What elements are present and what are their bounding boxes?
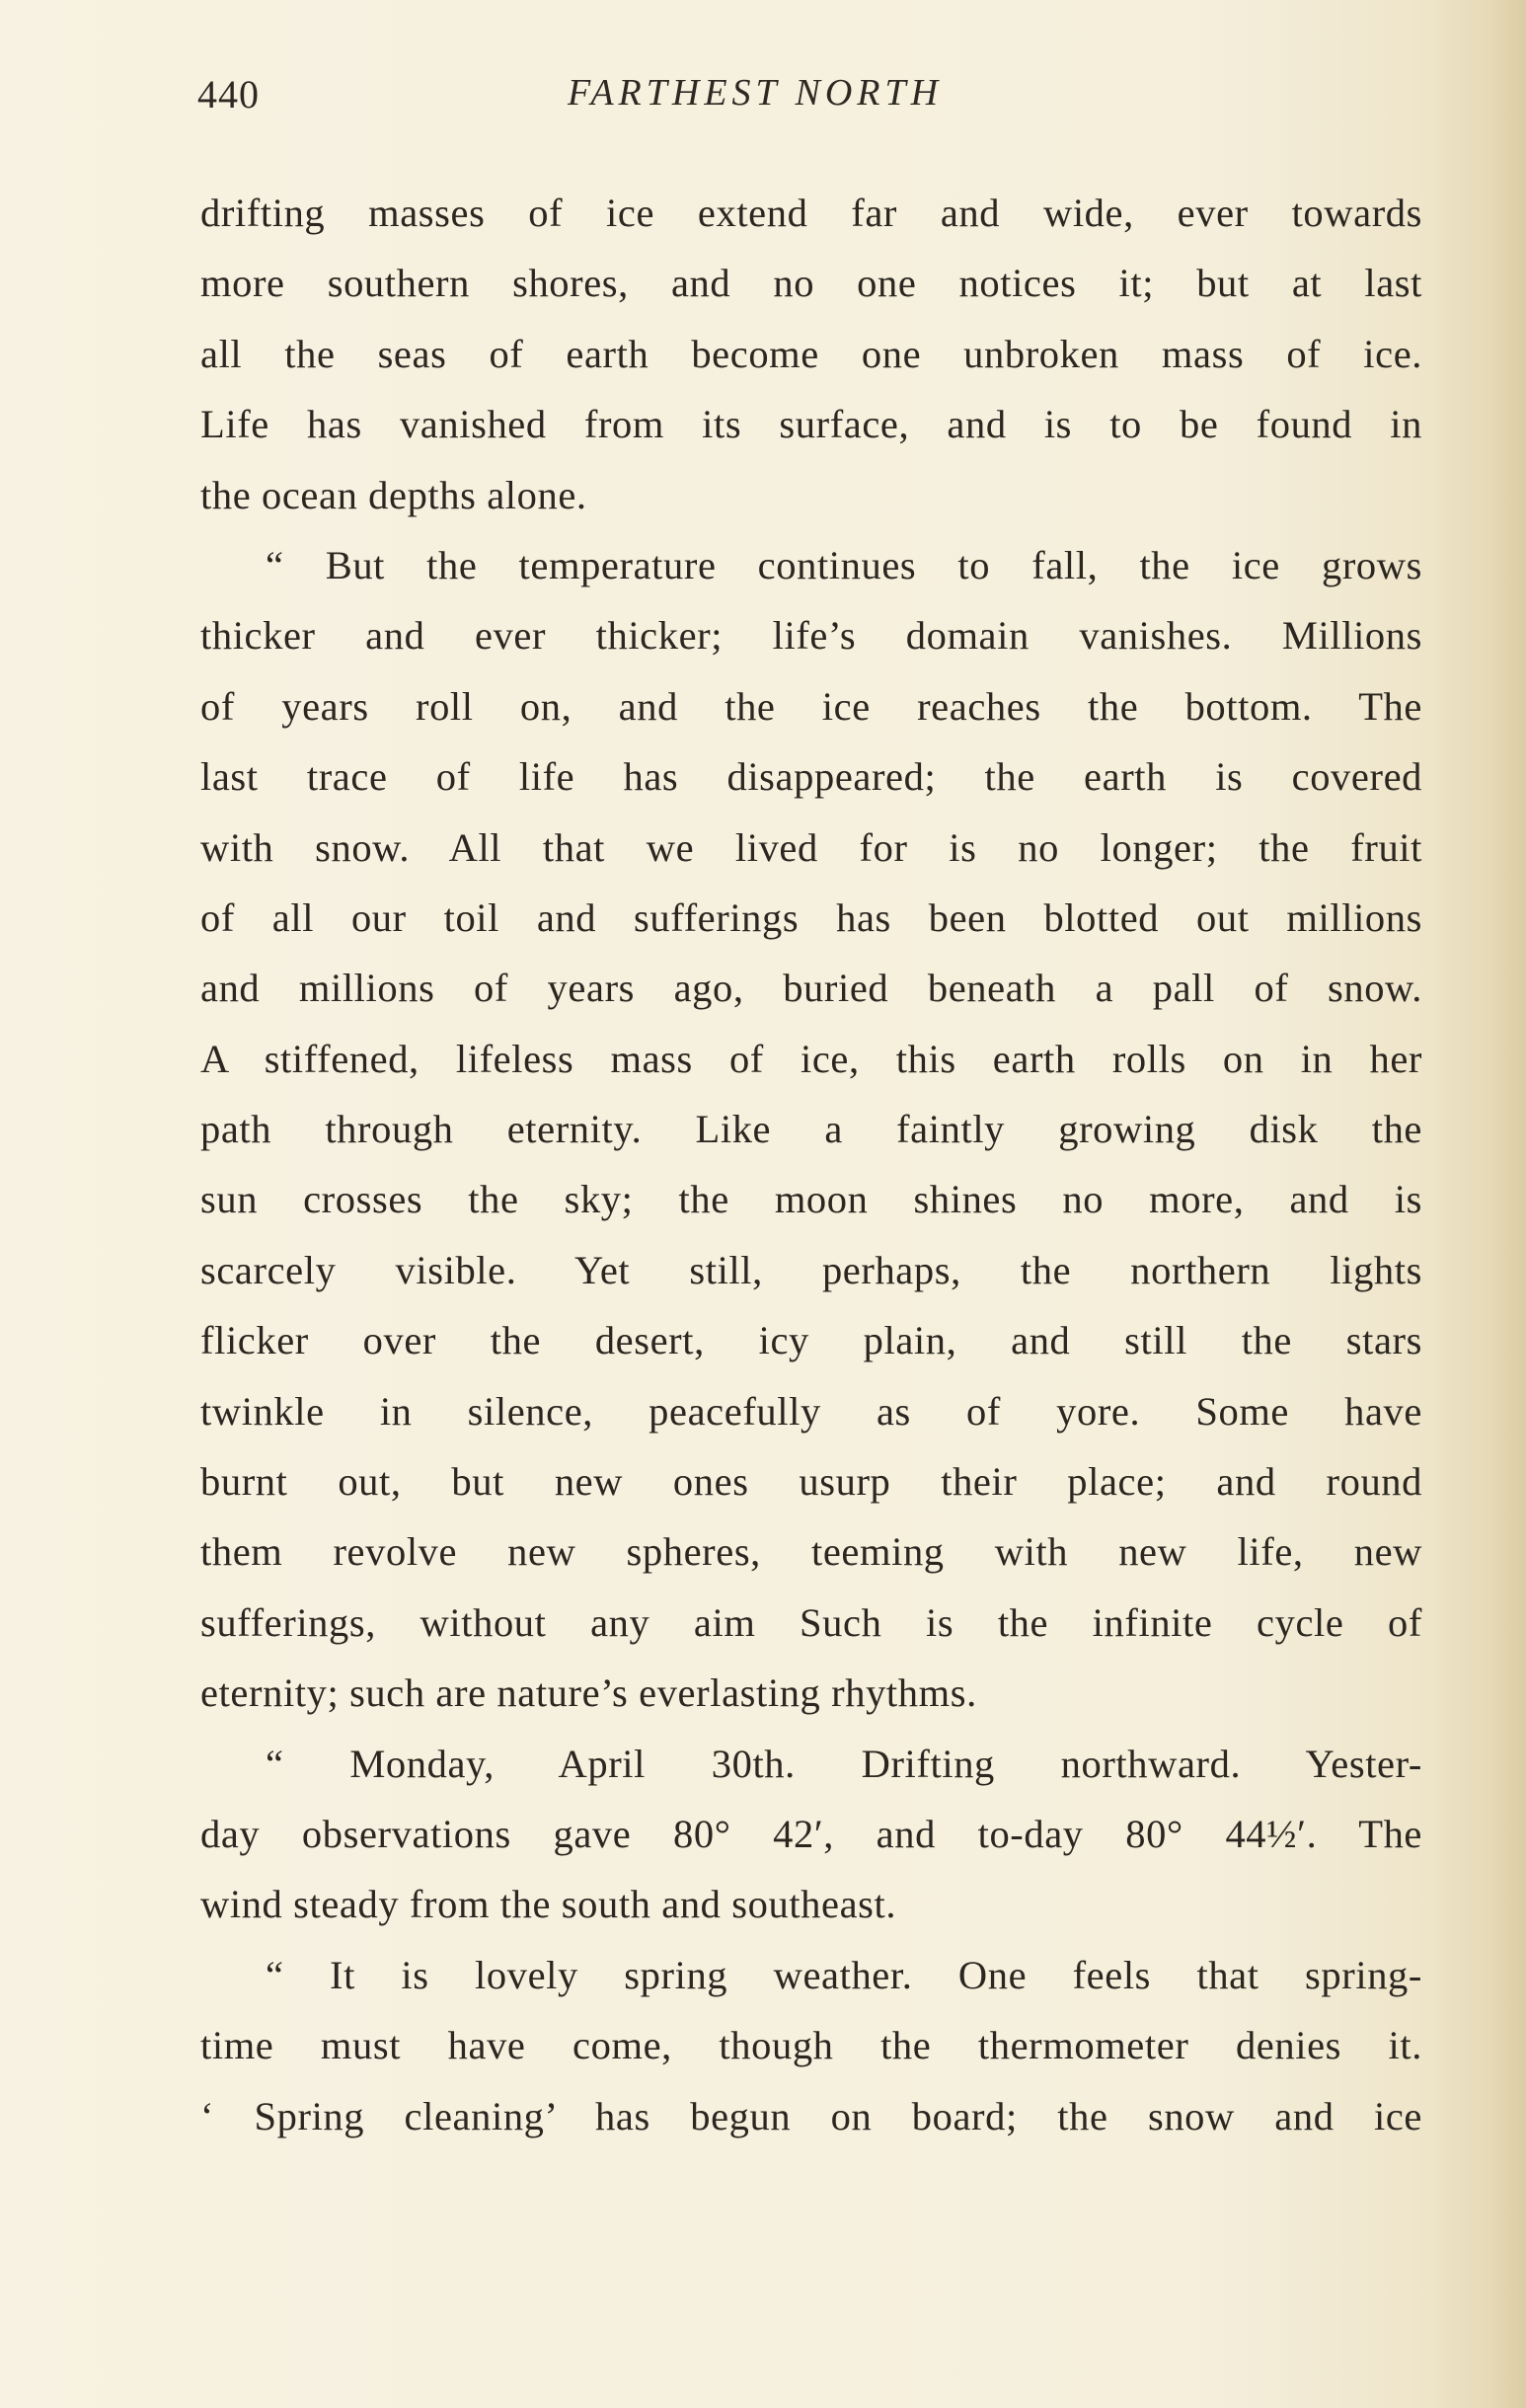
text-line: day observations gave 80° 42′, and to-day 80° 44½′. The: [200, 1811, 1422, 1856]
text-line: flicker over the desert, icy plain, and still the stars: [200, 1318, 1422, 1363]
text-line: of years roll on, and the ice reaches the bottom. The: [200, 683, 1422, 729]
text-line: twinkle in silence, peacefully as of yore. Some have: [200, 1388, 1422, 1434]
text-line: Life has vanished from its surface, and is to be found in: [200, 402, 1422, 447]
text-line: scarcely visible. Yet still, perhaps, the northern lights: [200, 1247, 1422, 1292]
page-edge-shading: [1432, 0, 1526, 2408]
text-line: “ It is lovely spring weather. One feels that spring-: [266, 1952, 1422, 1997]
text-line: path through eternity. Like a faintly growing disk the: [200, 1107, 1422, 1152]
text-line: drifting masses of ice extend far and wide, ever towards: [200, 191, 1422, 235]
text-line: “ But the temperature continues to fall, the ice grows: [266, 542, 1422, 587]
text-line: last trace of life has disappeared; the earth is covered: [200, 754, 1422, 800]
text-line: sun crosses the sky; the moon shines no more, and is: [200, 1177, 1422, 1222]
text-line: eternity; such are nature’s everlasting rhythms.: [200, 1670, 977, 1716]
text-line: burnt out, but new ones usurp their place; and round: [200, 1459, 1422, 1505]
text-line: of all our toil and sufferings has been blotted out millions: [200, 894, 1422, 940]
text-line: time must have come, though the thermometer denies it.: [200, 2023, 1422, 2068]
text-line: ‘ Spring cleaning’ has begun on board; the snow and ice: [200, 2093, 1422, 2138]
text-line: A stiffened, lifeless mass of ice, this earth rolls on in her: [200, 1036, 1422, 1081]
text-line: and millions of years ago, buried beneath a pall of snow.: [200, 966, 1422, 1011]
text-line: thicker and ever thicker; life’s domain vanishes. Millions: [200, 613, 1422, 659]
page-number: 440: [197, 72, 260, 117]
text-line: all the seas of earth become one unbroken mass of ice.: [200, 331, 1422, 376]
body-text: [200, 178, 1422, 2151]
running-title: FARTHEST NORTH: [568, 72, 944, 114]
text-line: wind steady from the south and southeast.: [200, 1882, 897, 1927]
text-line: the ocean depths alone.: [200, 472, 587, 517]
text-line: sufferings, without any aim Such is the infinite cycle of: [200, 1599, 1422, 1645]
text-line: them revolve new spheres, teeming with new life, new: [200, 1529, 1422, 1575]
text-line: with snow. All that we lived for is no longer; the fruit: [200, 824, 1422, 870]
page-header: [197, 61, 1421, 130]
text-line: more southern shores, and no one notices it; but at last: [200, 261, 1422, 306]
text-line: “ Monday, April 30th. Drifting northward. Yester-: [266, 1741, 1422, 1786]
